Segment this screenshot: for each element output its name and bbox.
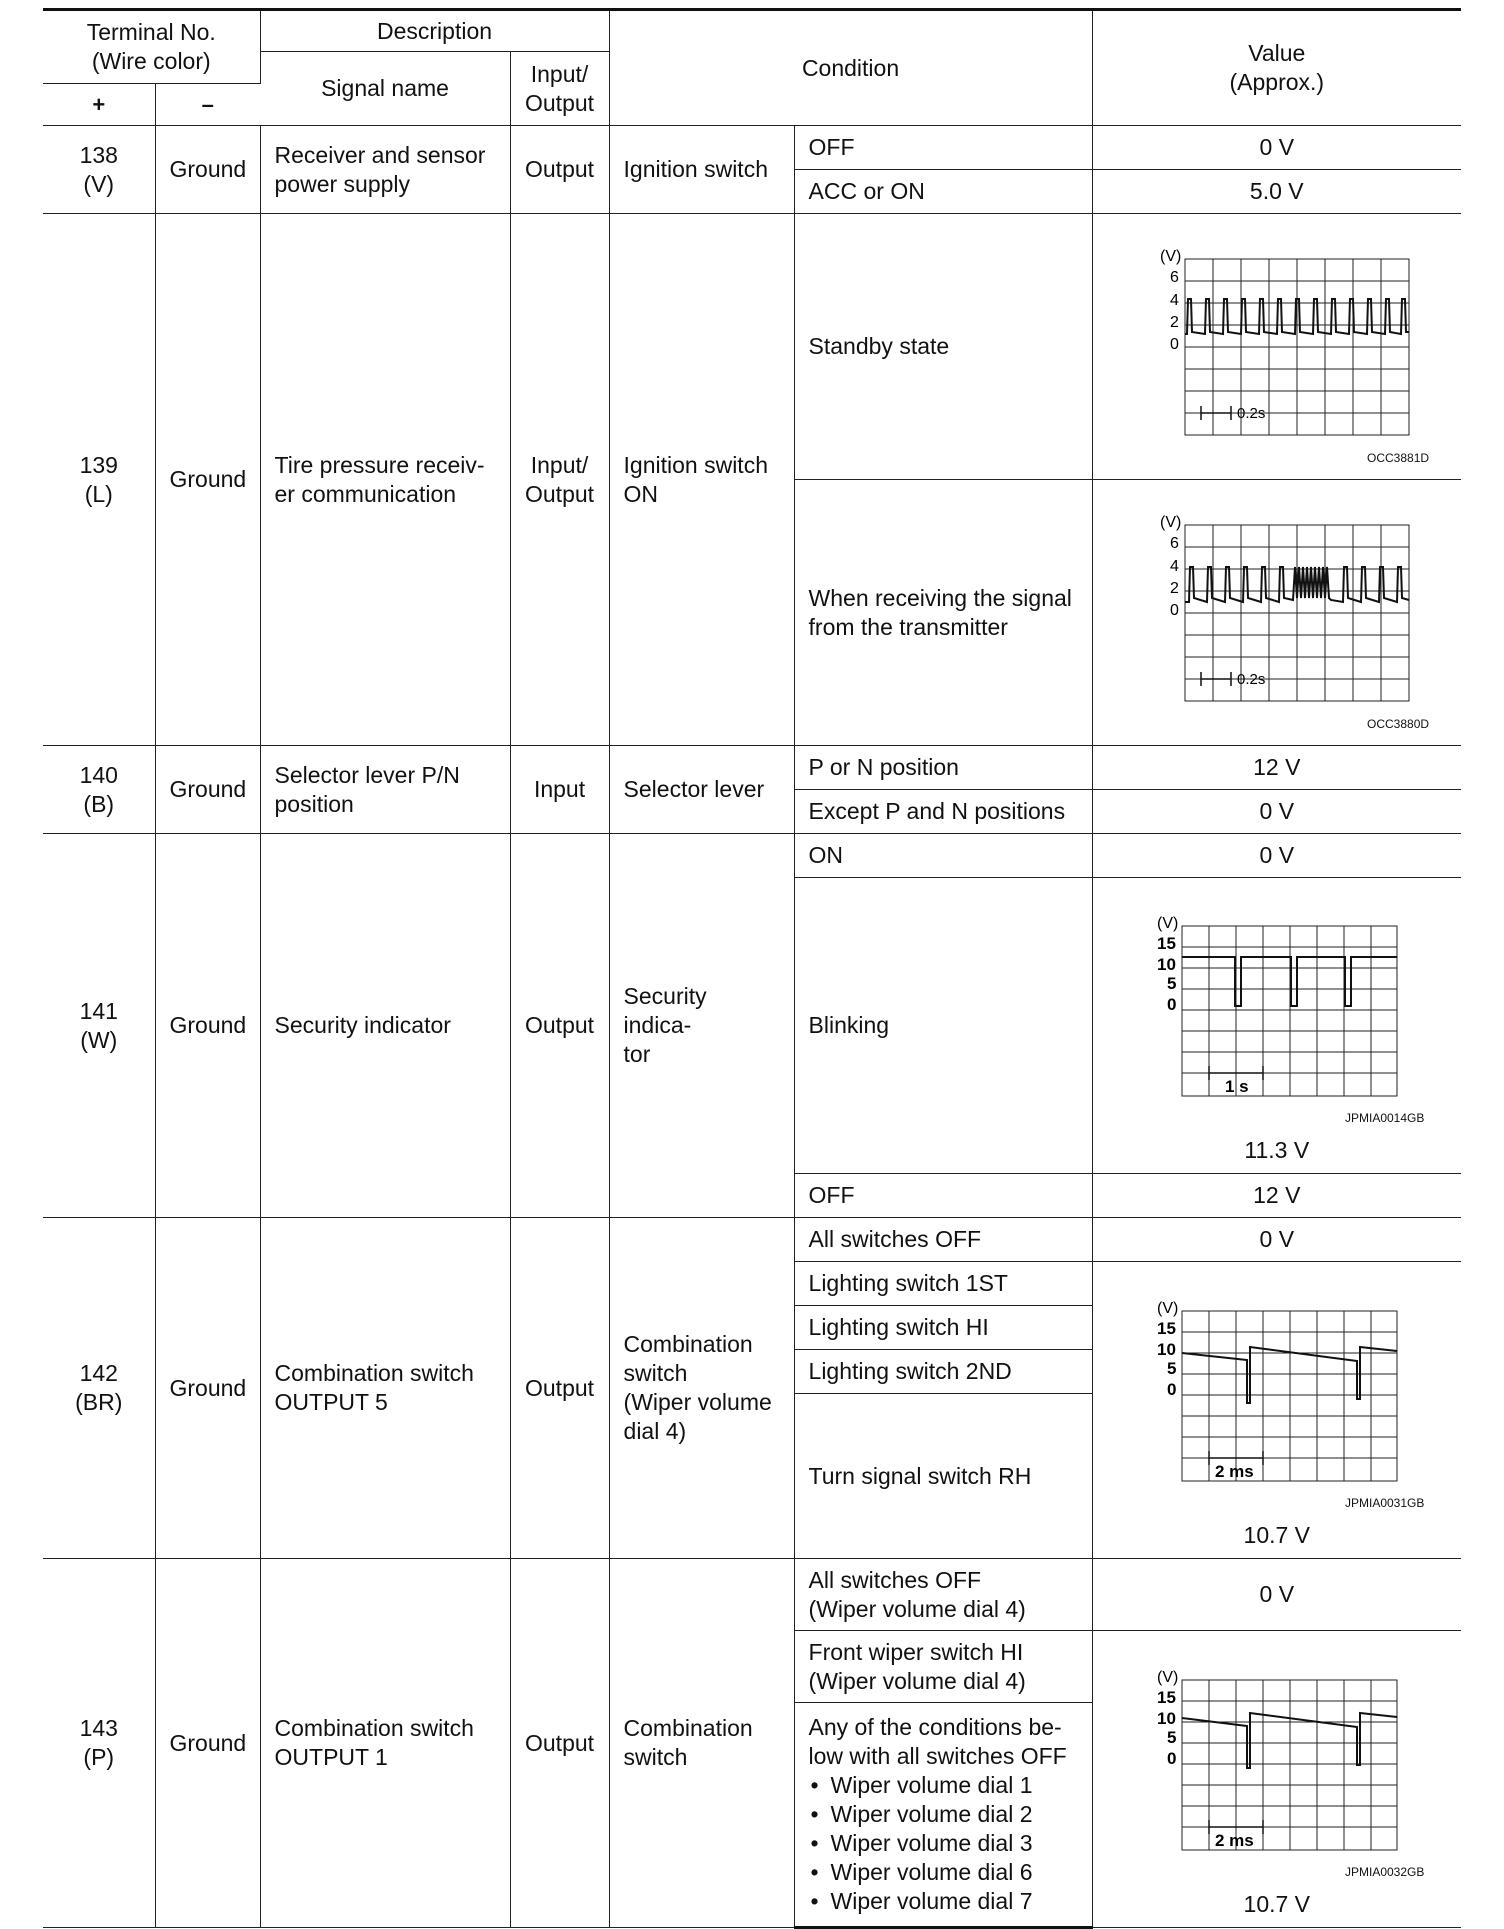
waveform-grid <box>1185 525 1409 701</box>
list-item: • Wiper volume dial 1 <box>809 1771 1078 1800</box>
fig-y-5: 5 <box>1166 1358 1177 1378</box>
signal-143: Combination switch OUTPUT 1 <box>260 1559 510 1928</box>
value-140-pn: 12 V <box>1092 746 1461 790</box>
figure-id: OCC3881D <box>1366 451 1429 465</box>
time-scale-marker <box>1201 672 1231 686</box>
io-139: Input/ Output <box>510 214 609 746</box>
fig-y-10: 10 <box>1156 955 1176 974</box>
time-scale-label: 2 ms <box>1214 1830 1254 1850</box>
list-item: • Wiper volume dial 3 <box>809 1829 1078 1858</box>
terminal-signal-table <box>43 8 1461 1929</box>
time-scale-label: 0.2s <box>1236 405 1266 422</box>
time-scale-marker <box>1201 406 1231 420</box>
cond-142-lighting-2nd: Lighting switch 2ND <box>794 1350 1092 1394</box>
waveform-output-5 <box>1097 1271 1457 1519</box>
fig-y-4: 4 <box>1169 292 1179 309</box>
fig-y-2: 2 <box>1169 580 1179 597</box>
value-141-off: 12 V <box>1092 1174 1461 1218</box>
fig-unit: (V) <box>1156 1668 1179 1686</box>
cond-142-lighting-hi: Lighting switch HI <box>794 1306 1092 1350</box>
fig-y-15: 15 <box>1156 934 1176 953</box>
fig-y-0: 0 <box>1166 1748 1177 1768</box>
header-minus: – <box>155 84 260 126</box>
time-scale-label: 2 ms <box>1214 1461 1254 1481</box>
waveform-output-1 <box>1097 1640 1457 1888</box>
list-item: • Wiper volume dial 2 <box>809 1800 1078 1829</box>
waveform-grid <box>1185 259 1409 435</box>
io-141: Output <box>510 834 609 1218</box>
header-value: Value (Approx.) <box>1092 10 1461 126</box>
header-plus: + <box>43 84 155 126</box>
cond-141-on: ON <box>794 834 1092 878</box>
figure-id: JPMIA0031GB <box>1344 1495 1425 1510</box>
fig-y-2: 2 <box>1169 314 1179 331</box>
fig-y-15: 15 <box>1156 1687 1176 1707</box>
waveform-grid <box>1182 1311 1397 1481</box>
terminal-143: 143 (P) <box>43 1559 155 1928</box>
value-138-acc: 5.0 V <box>1092 170 1461 214</box>
signal-139: Tire pressure receiv- er communication <box>260 214 510 746</box>
cond-main-143: Combination switch <box>609 1559 794 1928</box>
list-item: • Wiper volume dial 7 <box>809 1887 1078 1916</box>
terminal-139: 139 (L) <box>43 214 155 746</box>
value-139-standby <box>1092 214 1461 480</box>
cond-main-142: Combination switch (Wiper volume dial 4) <box>609 1218 794 1559</box>
signal-140: Selector lever P/N position <box>260 746 510 834</box>
io-143: Output <box>510 1559 609 1928</box>
fig-unit: (V) <box>1156 915 1179 932</box>
cond-140-pn: P or N position <box>794 746 1092 790</box>
fig-unit: (V) <box>1159 248 1182 265</box>
wiper-dial-list <box>809 1771 1078 1916</box>
figure-id: JPMIA0032GB <box>1344 1864 1425 1879</box>
ground-142: Ground <box>155 1218 260 1559</box>
list-item: • Wiper volume dial 6 <box>809 1858 1078 1887</box>
value-143-all-off: 0 V <box>1092 1559 1461 1631</box>
fig-y-5: 5 <box>1166 1727 1177 1747</box>
cond-main-141: Security indica- tor <box>609 834 794 1218</box>
header-description: Description <box>260 10 609 52</box>
signal-142: Combination switch OUTPUT 5 <box>260 1218 510 1559</box>
waveform-standby <box>1097 224 1457 469</box>
header-terminal-no: Terminal No. (Wire color) <box>43 10 260 84</box>
figure-id: JPMIA0014GB <box>1344 1111 1425 1125</box>
io-138: Output <box>510 126 609 214</box>
signal-141: Security indicator <box>260 834 510 1218</box>
value-142-voltage: 10.7 V <box>1243 1521 1311 1548</box>
cond-143-any-conditions: Any of the conditions be- low with all switches OFF • Wiper volume dial 1 • Wiper volume dial 2 • Wiper volume dial 3 • Wiper volume dial 6 • Wiper volume dial 7 <box>794 1703 1092 1928</box>
cond-142-turn-signal-rh: Turn signal switch RH <box>794 1394 1092 1559</box>
cond-138-off: OFF <box>794 126 1092 170</box>
value-141-blinking <box>1092 878 1461 1174</box>
fig-y-4: 4 <box>1169 558 1179 575</box>
cond-main-140: Selector lever <box>609 746 794 834</box>
fig-y-5: 5 <box>1166 974 1177 993</box>
header-signal-name: Signal name <box>260 52 510 126</box>
time-scale-label: 1 s <box>1224 1077 1249 1096</box>
time-scale-label: 0.2s <box>1236 671 1266 688</box>
value-142-all-off: 0 V <box>1092 1218 1461 1262</box>
fig-y-0: 0 <box>1169 336 1179 353</box>
fig-y-0: 0 <box>1169 602 1179 619</box>
cond-143-all-off: All switches OFF (Wiper volume dial 4) <box>794 1559 1092 1631</box>
ground-141: Ground <box>155 834 260 1218</box>
value-142-waveform <box>1092 1262 1461 1559</box>
value-143-voltage: 10.7 V <box>1243 1890 1311 1917</box>
cond-143-front-wiper-hi: Front wiper switch HI (Wiper volume dial 4) <box>794 1631 1092 1703</box>
cond-138-acc: ACC or ON <box>794 170 1092 214</box>
ground-140: Ground <box>155 746 260 834</box>
cond-141-off: OFF <box>794 1174 1092 1218</box>
ground-139: Ground <box>155 214 260 746</box>
cond-139-receiving: When receiving the signal from the transmitter <box>794 480 1092 746</box>
waveform-security-indicator <box>1097 886 1457 1134</box>
fig-unit: (V) <box>1156 1299 1179 1317</box>
terminal-141: 141 (W) <box>43 834 155 1218</box>
terminal-138: 138 (V) <box>43 126 155 214</box>
io-140: Input <box>510 746 609 834</box>
fig-unit: (V) <box>1159 514 1182 531</box>
fig-y-15: 15 <box>1156 1318 1176 1338</box>
value-140-except: 0 V <box>1092 790 1461 834</box>
figure-id: OCC3880D <box>1366 717 1429 731</box>
terminal-142: 142 (BR) <box>43 1218 155 1559</box>
cond-142-lighting-1st: Lighting switch 1ST <box>794 1262 1092 1306</box>
ground-138: Ground <box>155 126 260 214</box>
terminal-140: 140 (B) <box>43 746 155 834</box>
cond-main-138: Ignition switch <box>609 126 794 214</box>
cond-140-except: Except P and N positions <box>794 790 1092 834</box>
cond-141-blinking: Blinking <box>794 878 1092 1174</box>
signal-138: Receiver and sensor power supply <box>260 126 510 214</box>
header-condition: Condition <box>609 10 1092 126</box>
fig-y-10: 10 <box>1156 1708 1176 1728</box>
value-138-off: 0 V <box>1092 126 1461 170</box>
waveform-receiving <box>1097 490 1457 735</box>
waveform-grid <box>1182 926 1397 1096</box>
cond-142-all-off: All switches OFF <box>794 1218 1092 1262</box>
fig-y-10: 10 <box>1156 1339 1176 1359</box>
fig-y-6: 6 <box>1169 269 1179 286</box>
cond-139-standby: Standby state <box>794 214 1092 480</box>
value-141-blinking-voltage: 11.3 V <box>1244 1137 1310 1163</box>
fig-y-0: 0 <box>1166 995 1177 1014</box>
cond-main-139: Ignition switch ON <box>609 214 794 746</box>
value-139-receiving <box>1092 480 1461 746</box>
fig-y-6: 6 <box>1169 535 1179 552</box>
header-input-output: Input/ Output <box>510 52 609 126</box>
io-142: Output <box>510 1218 609 1559</box>
ground-143: Ground <box>155 1559 260 1928</box>
value-143-waveform <box>1092 1631 1461 1928</box>
fig-y-0: 0 <box>1166 1379 1177 1399</box>
waveform-grid <box>1182 1680 1397 1850</box>
value-141-on: 0 V <box>1092 834 1461 878</box>
